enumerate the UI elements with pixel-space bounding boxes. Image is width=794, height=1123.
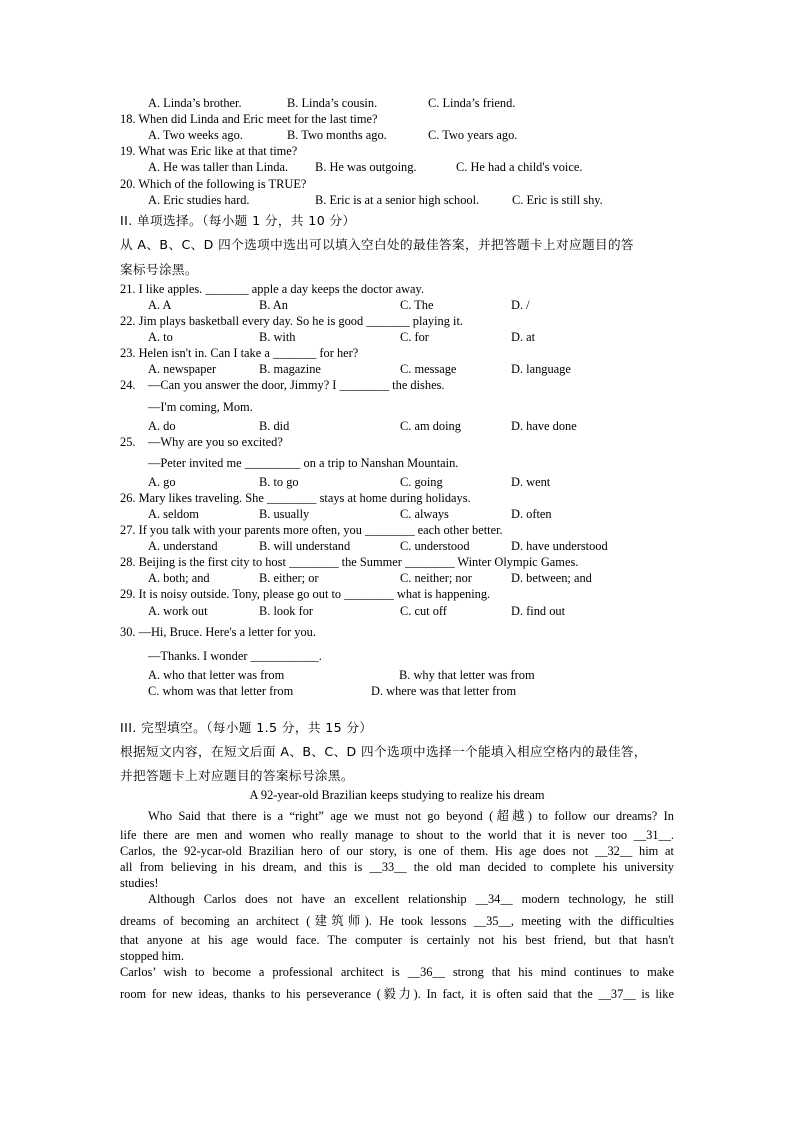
q27-option-b: B. will understand: [259, 539, 351, 553]
q18-option-a: A. Two weeks ago.: [148, 128, 243, 142]
q28-option-c: C. neither; nor: [400, 571, 472, 585]
q17-option-a: A. Linda’s brother.: [148, 96, 242, 110]
q28-stem: 28. Beijing is the first city to host ________ the Summer ________ Winter Olympic Games.: [120, 555, 579, 569]
q24-reply: —I'm coming, Mom.: [148, 400, 253, 414]
q24-option-d: D. have done: [511, 419, 577, 433]
q30-option-c: C. whom was that letter from: [148, 684, 294, 698]
passage-line: dreams of becoming an architect (建筑师). He took lessons __35__, meeting with the difficulties: [120, 914, 674, 928]
q29-option-c: C. cut off: [400, 604, 447, 618]
passage-line: Carlos’ wish to become a professional architect is __36__ strong that his mind continues to make: [120, 965, 674, 979]
section3-instruction-line1: 根据短文内容，在短文后面 A、B、C、D 四个选项中选择一个能填入相应空格内的最佳答，: [120, 744, 647, 759]
section3-heading: III. 完型填空。（每小题 1.5 分，共 15 分）: [120, 720, 373, 735]
q30-reply: —Thanks. I wonder ___________.: [148, 649, 322, 663]
passage-line: life there are men and women who really manage to shout to the world that it is never too __31__.: [120, 828, 674, 842]
passage-line: Although Carlos does not have an excellent relationship __34__ modern technology, he still: [148, 892, 674, 906]
q23-option-d: D. language: [511, 362, 571, 376]
q24-option-a: A. do: [148, 419, 176, 433]
q25-option-a: A. go: [148, 475, 176, 489]
q20-option-a: A. Eric studies hard.: [148, 193, 250, 207]
q24-stem: —Can you answer the door, Jimmy? I ________ the dishes.: [148, 378, 445, 392]
q28-option-a: A. both; and: [148, 571, 210, 585]
q27-option-a: A. understand: [148, 539, 218, 553]
q17-option-b: B. Linda’s cousin.: [287, 96, 378, 110]
q26-option-d: D. often: [511, 507, 552, 521]
q20-option-c: C. Eric is still shy.: [512, 193, 603, 207]
passage-line: Who Said that there is a “right” age we must not go beyond (超越) to follow our dreams? In: [148, 809, 674, 823]
q19-option-a: A. He was taller than Linda.: [148, 160, 289, 174]
q26-option-c: C. always: [400, 507, 449, 521]
q26-option-b: B. usually: [259, 507, 310, 521]
q27-stem: 27. If you talk with your parents more often, you ________ each other better.: [120, 523, 503, 537]
q22-option-a: A. to: [148, 330, 173, 344]
q21-stem: 21. I like apples. _______ apple a day keeps the doctor away.: [120, 282, 425, 296]
section2-heading: II. 单项选择。（每小题 1 分，共 10 分）: [120, 213, 356, 228]
q19-option-b: B. He was outgoing.: [315, 160, 417, 174]
q20-option-b: B. Eric is at a senior high school.: [315, 193, 480, 207]
passage-line: stopped him.: [120, 949, 185, 963]
q26-stem: 26. Mary likes traveling. She ________ stays at home during holidays.: [120, 491, 471, 505]
q19-option-c: C. He had a child's voice.: [456, 160, 583, 174]
q29-option-a: A. work out: [148, 604, 208, 618]
q19-stem: 19. What was Eric like at that time?: [120, 144, 298, 158]
q25-option-d: D. went: [511, 475, 551, 489]
q30-stem: 30. —Hi, Bruce. Here's a letter for you.: [120, 625, 316, 639]
q21-option-c: C. The: [400, 298, 434, 312]
q22-option-b: B. with: [259, 330, 296, 344]
q21-option-d: D. /: [511, 298, 530, 312]
q18-option-c: C. Two years ago.: [428, 128, 518, 142]
passage-line: all from believing in his dream, and this is __33__ the old man decided to complete his university: [120, 860, 674, 874]
q30-option-d: D. where was that letter from: [371, 684, 517, 698]
q23-option-a: A. newspaper: [148, 362, 217, 376]
section2-instruction-line1: 从 A、B、C、D 四个选项中选出可以填入空白处的最佳答案，并把答题卡上对应题目的答: [120, 237, 634, 252]
q23-option-b: B. magazine: [259, 362, 321, 376]
passage-title: A 92-year-old Brazilian keeps studying to realize his dream: [249, 788, 545, 802]
passage-line: Carlos, the 92-ycar-old Brazilian hero of our story, is one of them. His age does not __32__ him at: [120, 844, 674, 858]
section2-instruction-line2: 案标号涂黑。: [120, 262, 198, 277]
q29-stem: 29. It is noisy outside. Tony, please go out to ________ what is happening.: [120, 587, 491, 601]
q27-option-c: C. understood: [400, 539, 470, 553]
q29-option-d: D. find out: [511, 604, 566, 618]
q22-stem: 22. Jim plays basketball every day. So he is good _______ playing it.: [120, 314, 463, 328]
q28-option-d: D. between; and: [511, 571, 592, 585]
q25-reply: —Peter invited me _________ on a trip to Nanshan Mountain.: [148, 456, 459, 470]
q20-stem: 20. Which of the following is TRUE?: [120, 177, 307, 191]
q28-option-b: B. either; or: [259, 571, 319, 585]
q18-option-b: B. Two months ago.: [287, 128, 387, 142]
q24-option-c: C. am doing: [400, 419, 461, 433]
passage-line: studies!: [120, 876, 159, 890]
q21-option-a: A. A: [148, 298, 172, 312]
q22-option-d: D. at: [511, 330, 536, 344]
q25-number: 25.: [120, 435, 136, 449]
q17-option-c: C. Linda’s friend.: [428, 96, 516, 110]
q21-option-b: B. An: [259, 298, 288, 312]
q25-stem: —Why are you so excited?: [148, 435, 283, 449]
q23-option-c: C. message: [400, 362, 457, 376]
q23-stem: 23. Helen isn't in. Can I take a _______ for her?: [120, 346, 359, 360]
q30-option-a: A. who that letter was from: [148, 668, 285, 682]
q27-option-d: D. have understood: [511, 539, 608, 553]
q18-stem: 18. When did Linda and Eric meet for the last time?: [120, 112, 378, 126]
q25-option-b: B. to go: [259, 475, 299, 489]
q30-option-b: B. why that letter was from: [399, 668, 535, 682]
passage-line: room for new ideas, thanks to his perseverance (毅力). In fact, it is often said that the __37__ is like: [120, 987, 674, 1001]
q26-option-a: A. seldom: [148, 507, 199, 521]
section3-instruction-line2: 并把答题卡上对应题目的答案标号涂黑。: [120, 768, 354, 783]
q25-option-c: C. going: [400, 475, 443, 489]
q24-option-b: B. did: [259, 419, 290, 433]
q22-option-c: C. for: [400, 330, 429, 344]
q24-number: 24.: [120, 378, 136, 392]
passage-line: that anyone at his age would face. The computer is certainly not his best friend, but that hasn't: [120, 933, 674, 947]
q29-option-b: B. look for: [259, 604, 314, 618]
